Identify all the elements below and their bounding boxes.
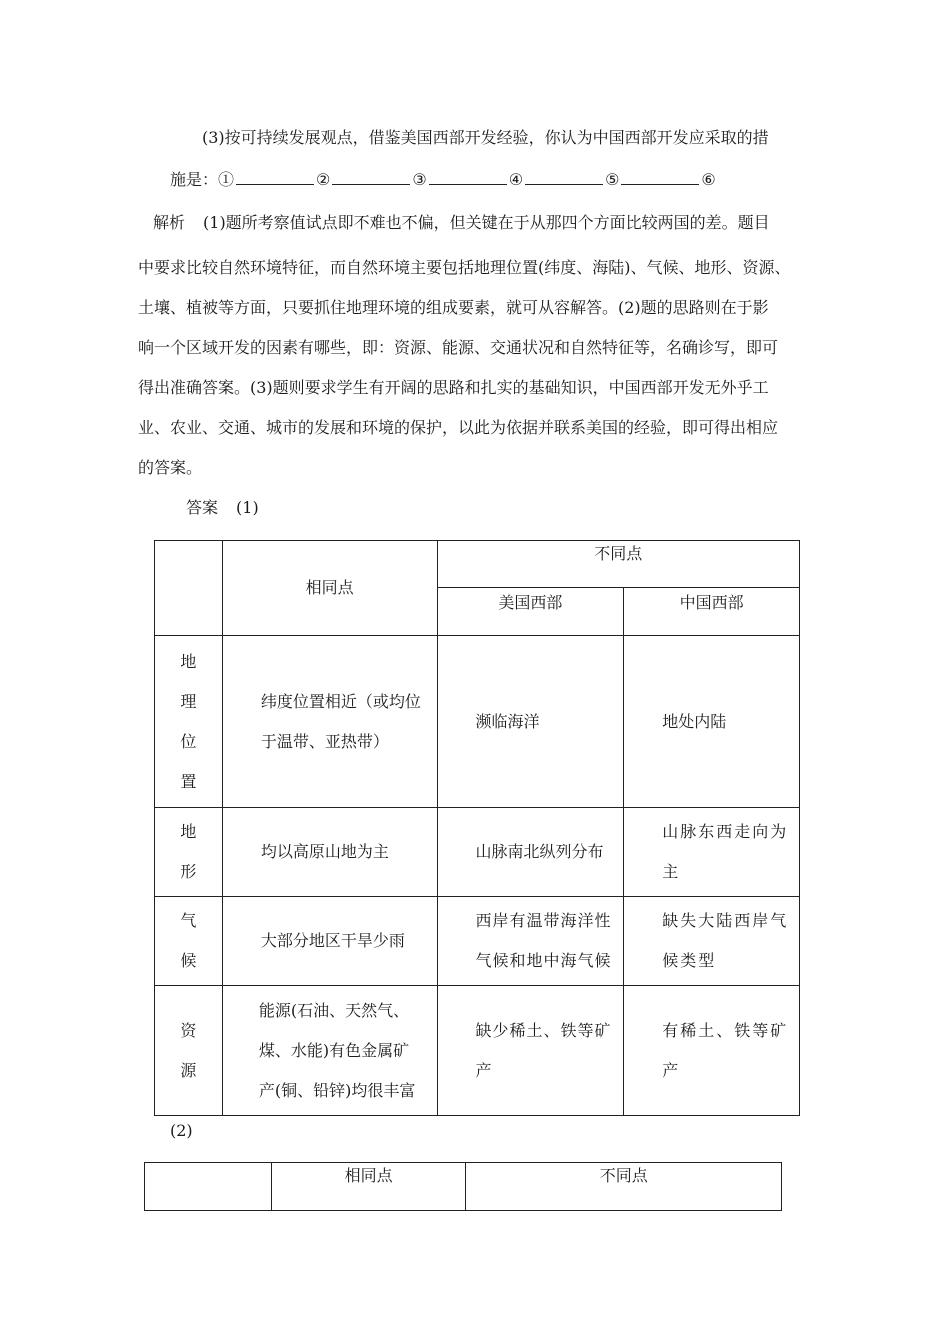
row-aspect-terrain (155, 808, 223, 897)
cell-text: 大部分地区干旱少雨 (260, 931, 405, 950)
cell-text: 西岸有温带海洋性 (475, 911, 612, 930)
answer-part2-label: (2) (170, 1121, 193, 1140)
cell-cn-resources (624, 986, 800, 1116)
answer-heading (186, 498, 259, 518)
aspect-char: 位 (180, 731, 197, 751)
cell-same-location (222, 636, 437, 808)
aspect-char: 地 (180, 822, 197, 841)
blank-mark-3: ③ (412, 170, 427, 189)
cell-text: 地处内陆 (662, 711, 727, 731)
analysis-label: 解析 (153, 213, 186, 232)
answer-label: 答案 (186, 498, 219, 517)
aspect-char: 源 (180, 1060, 197, 1080)
cell-text: 产(铜、铅锌)均很丰富 (258, 1080, 416, 1100)
analysis-line-5: 得出准确答案。(3)题则要求学生有开阔的思路和扎实的基础知识，中国西部开发无外乎工 (138, 378, 769, 397)
analysis-line-3: 土壤、植被等方面，只要抓住地理环境的组成要素，就可从容解答。(2)题的思路则在于影 (138, 298, 769, 317)
blank-mark-4: ④ (508, 170, 524, 189)
cell-cn-climate (624, 897, 800, 986)
analysis-line-1 (153, 213, 770, 233)
cell-text: 缺少稀土、铁等矿 (475, 1020, 612, 1040)
cell-text: 山脉东西走向为 (662, 822, 789, 841)
table2-header-same: 相同点 (271, 1163, 466, 1211)
cell-text: 产 (662, 1060, 681, 1080)
cell-text: 均以高原山地为主 (260, 842, 389, 861)
cell-text: 纬度位置相近（或均位 (260, 691, 421, 711)
aspect-char: 气 (180, 911, 197, 930)
question3-prefix: 施是： (170, 170, 219, 189)
question3-line2 (170, 168, 716, 190)
cell-text: 缺失大陆西岸气 (662, 911, 789, 930)
aspect-char: 形 (180, 862, 197, 881)
analysis-line-7: 的答案。 (138, 458, 203, 477)
question3-line1: (3)按可持续发展观点，借鉴美国西部开发经验，你认为中国西部开发应采取的措 (202, 128, 769, 147)
cell-text: 煤、水能)有色金属矿 (258, 1040, 410, 1060)
row-aspect-location (155, 636, 223, 808)
answer-blank-4[interactable] (525, 168, 603, 185)
row-aspect-resources (155, 986, 223, 1116)
analysis-line-4: 响一个区域开发的因素有哪些，即：资源、能源、交通状况和自然特征等，名确诊写，即可 (138, 338, 779, 357)
cell-cn-terrain (624, 808, 800, 897)
cell-text: 气候和地中海气候 (475, 951, 612, 970)
analysis-text-1: (1)题所考察值试点即不难也不偏，但关键在于从那四个方面比较两国的差。题目 (203, 213, 770, 232)
answer-part1-label: (1) (236, 498, 259, 517)
blank-mark-5: ⑤ (605, 170, 620, 189)
comparison-table-1 (154, 540, 800, 1116)
table2-blank-cell (145, 1163, 272, 1211)
header-same: 相同点 (222, 541, 437, 636)
cell-text: 候类型 (662, 951, 717, 970)
cell-cn-location (624, 636, 800, 808)
answer-blank-5[interactable] (621, 168, 699, 185)
header-diff: 不同点 (437, 541, 800, 588)
analysis-line-2: 中要求比较自然环境特征，而自然环境主要包括地理位置(纬度、海陆)、气候、地形、资源、 (138, 258, 791, 277)
cell-us-location (437, 636, 624, 808)
aspect-char: 候 (180, 951, 197, 970)
blank-mark-6: ⑥ (701, 170, 716, 189)
cell-us-resources (437, 986, 624, 1116)
row-aspect-climate (155, 897, 223, 986)
answer-blank-1[interactable] (236, 168, 314, 185)
blank-mark-2: ② (316, 170, 331, 189)
aspect-char: 地 (180, 651, 197, 671)
aspect-char: 理 (180, 691, 197, 711)
cell-same-resources (222, 986, 437, 1116)
cell-text: 有稀土、铁等矿 (662, 1020, 789, 1040)
cell-text: 产 (475, 1060, 493, 1080)
cell-text: 主 (662, 862, 681, 881)
cell-text: 濒临海洋 (475, 711, 540, 731)
answer-blank-3[interactable] (429, 168, 507, 185)
aspect-char: 资 (180, 1020, 197, 1040)
header-cn-west: 中国西部 (624, 588, 800, 636)
cell-us-climate (437, 897, 624, 986)
analysis-line-6: 业、农业、交通、城市的发展和环境的保护，以此为依据并联系美国的经验，即可得出相应 (138, 418, 779, 437)
answer-blank-2[interactable] (332, 168, 410, 185)
cell-us-terrain (437, 808, 624, 897)
cell-same-climate (222, 897, 437, 986)
cell-text: 山脉南北纵列分布 (475, 842, 604, 861)
cell-text: 能源(石油、天然气、 (258, 1000, 410, 1020)
header-us-west: 美国西部 (437, 588, 624, 636)
header-blank-cell (155, 541, 223, 636)
blank-mark-1: ① (218, 170, 235, 189)
cell-text: 于温带、亚热带） (260, 731, 389, 751)
cell-same-terrain (222, 808, 437, 897)
aspect-char: 置 (180, 771, 197, 791)
comparison-table-2 (144, 1162, 782, 1211)
table2-header-diff: 不同点 (466, 1163, 782, 1211)
